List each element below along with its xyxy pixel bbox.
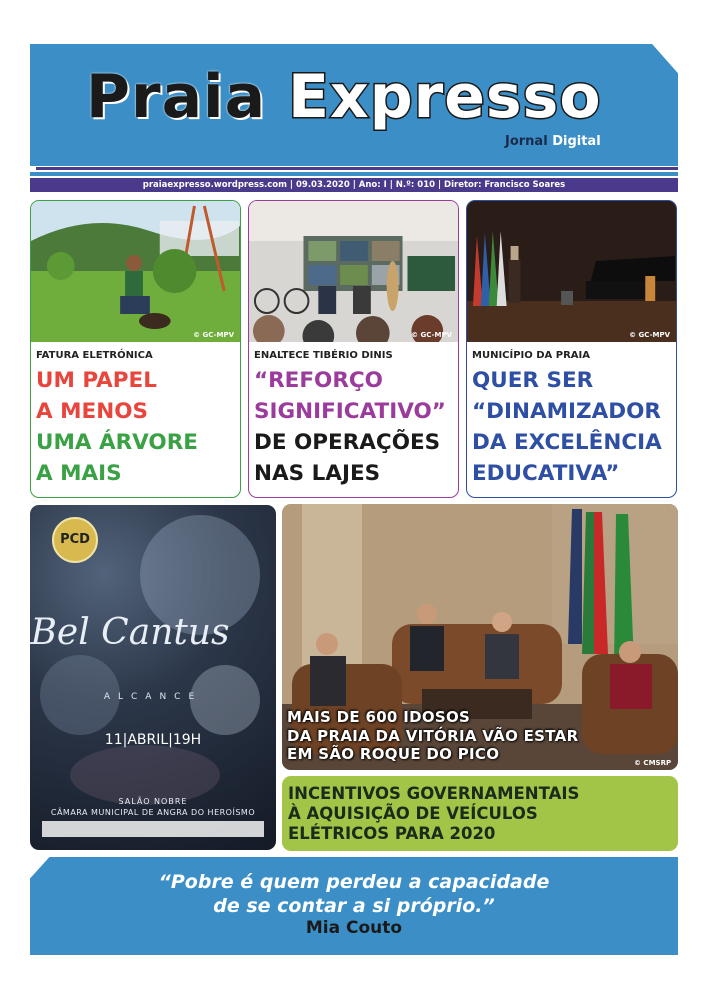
poster-script-title: Bel Cantus xyxy=(30,612,230,653)
green-story-headline[interactable] xyxy=(288,784,579,844)
headline-line: A MENOS xyxy=(36,399,148,424)
quote-line: “Pobre é quem perdeu a capacidade xyxy=(158,871,550,893)
bokeh-light xyxy=(70,745,220,805)
headline-line: SIGNIFICATIVO” xyxy=(254,399,446,424)
story-card-municipio[interactable] xyxy=(466,200,677,498)
masthead-divider-2 xyxy=(30,172,678,176)
story-kicker: ENALTECE TIBÉRIO DINIS xyxy=(254,350,393,361)
headline-line: A MAIS xyxy=(36,461,122,486)
title-word-expresso: Expresso xyxy=(288,62,602,132)
headline-line: EDUCATIVA” xyxy=(472,461,620,486)
poster-venue-line2: CÂMARA MUNICIPAL DE ANGRA DO HEROÍSMO xyxy=(50,808,256,817)
sponsor-logos-strip xyxy=(42,821,264,837)
newspaper-title xyxy=(86,62,646,132)
masthead-divider xyxy=(36,167,678,170)
quote-author: Mia Couto xyxy=(305,918,403,938)
poster-venue-line1: SALÃO NOBRE xyxy=(118,797,188,806)
pcd-badge: PCD xyxy=(52,517,98,563)
headline-line: QUER SER xyxy=(472,368,594,393)
caption-line: MAIS DE 600 IDOSOS xyxy=(287,708,471,726)
photo-credit: © GC-MPV xyxy=(193,331,234,339)
headline-line: “DINAMIZADOR xyxy=(472,399,661,424)
headline-line: DE OPERAÇÕES xyxy=(254,430,441,455)
poster-date: 11|ABRIL|19H xyxy=(104,732,202,748)
meeting-caption[interactable] xyxy=(287,708,578,764)
caption-line: DA PRAIA DA VITÓRIA VÃO ESTAR xyxy=(287,726,579,745)
story-headline[interactable] xyxy=(472,365,662,489)
newspaper-subtitle xyxy=(505,134,601,149)
poster-subtitle: ALCANCE xyxy=(103,692,203,702)
story-headline[interactable] xyxy=(36,365,198,489)
headline-line: À AQUISIÇÃO DE VEÍCULOS xyxy=(288,804,538,823)
info-bar: praiaexpresso.wordpress.com | 09.03.2020 | Ano: I | N.º: 010 | Diretor: Francisco Soares xyxy=(30,178,678,192)
headline-line: UM PAPEL xyxy=(36,368,157,393)
caption-line: EM SÃO ROQUE DO PICO xyxy=(287,745,500,763)
title-word-praia: Praia xyxy=(86,62,267,132)
photo-credit: © GC-MPV xyxy=(629,331,670,339)
stage-photo xyxy=(467,201,676,342)
story-kicker: FATURA ELETRÓNICA xyxy=(36,350,153,361)
quote-line: de se contar a si próprio.” xyxy=(213,895,495,917)
subtitle-jornal: Jornal xyxy=(505,134,548,149)
photo-credit: © GC-MPV xyxy=(411,331,452,339)
headline-line: INCENTIVOS GOVERNAMENTAIS xyxy=(288,784,580,803)
story-headline[interactable] xyxy=(254,365,446,489)
headline-line: ELÉTRICOS PARA 2020 xyxy=(288,824,496,843)
quote-text xyxy=(30,870,678,918)
photo-credit: © CMSRP xyxy=(634,759,672,767)
subtitle-digital: Digital xyxy=(552,134,601,149)
story-card-tiberio[interactable] xyxy=(248,200,459,498)
headline-line: “REFORÇO xyxy=(254,368,383,393)
headline-line: UMA ÁRVORE xyxy=(36,430,198,455)
headline-line: NAS LAJES xyxy=(254,461,381,486)
conference-photo xyxy=(249,201,458,342)
story-card-fatura[interactable] xyxy=(30,200,241,498)
headline-line: DA EXCELÊNCIA xyxy=(472,430,662,455)
tree-planting-photo xyxy=(31,201,240,342)
story-kicker: MUNICÍPIO DA PRAIA xyxy=(472,350,591,361)
